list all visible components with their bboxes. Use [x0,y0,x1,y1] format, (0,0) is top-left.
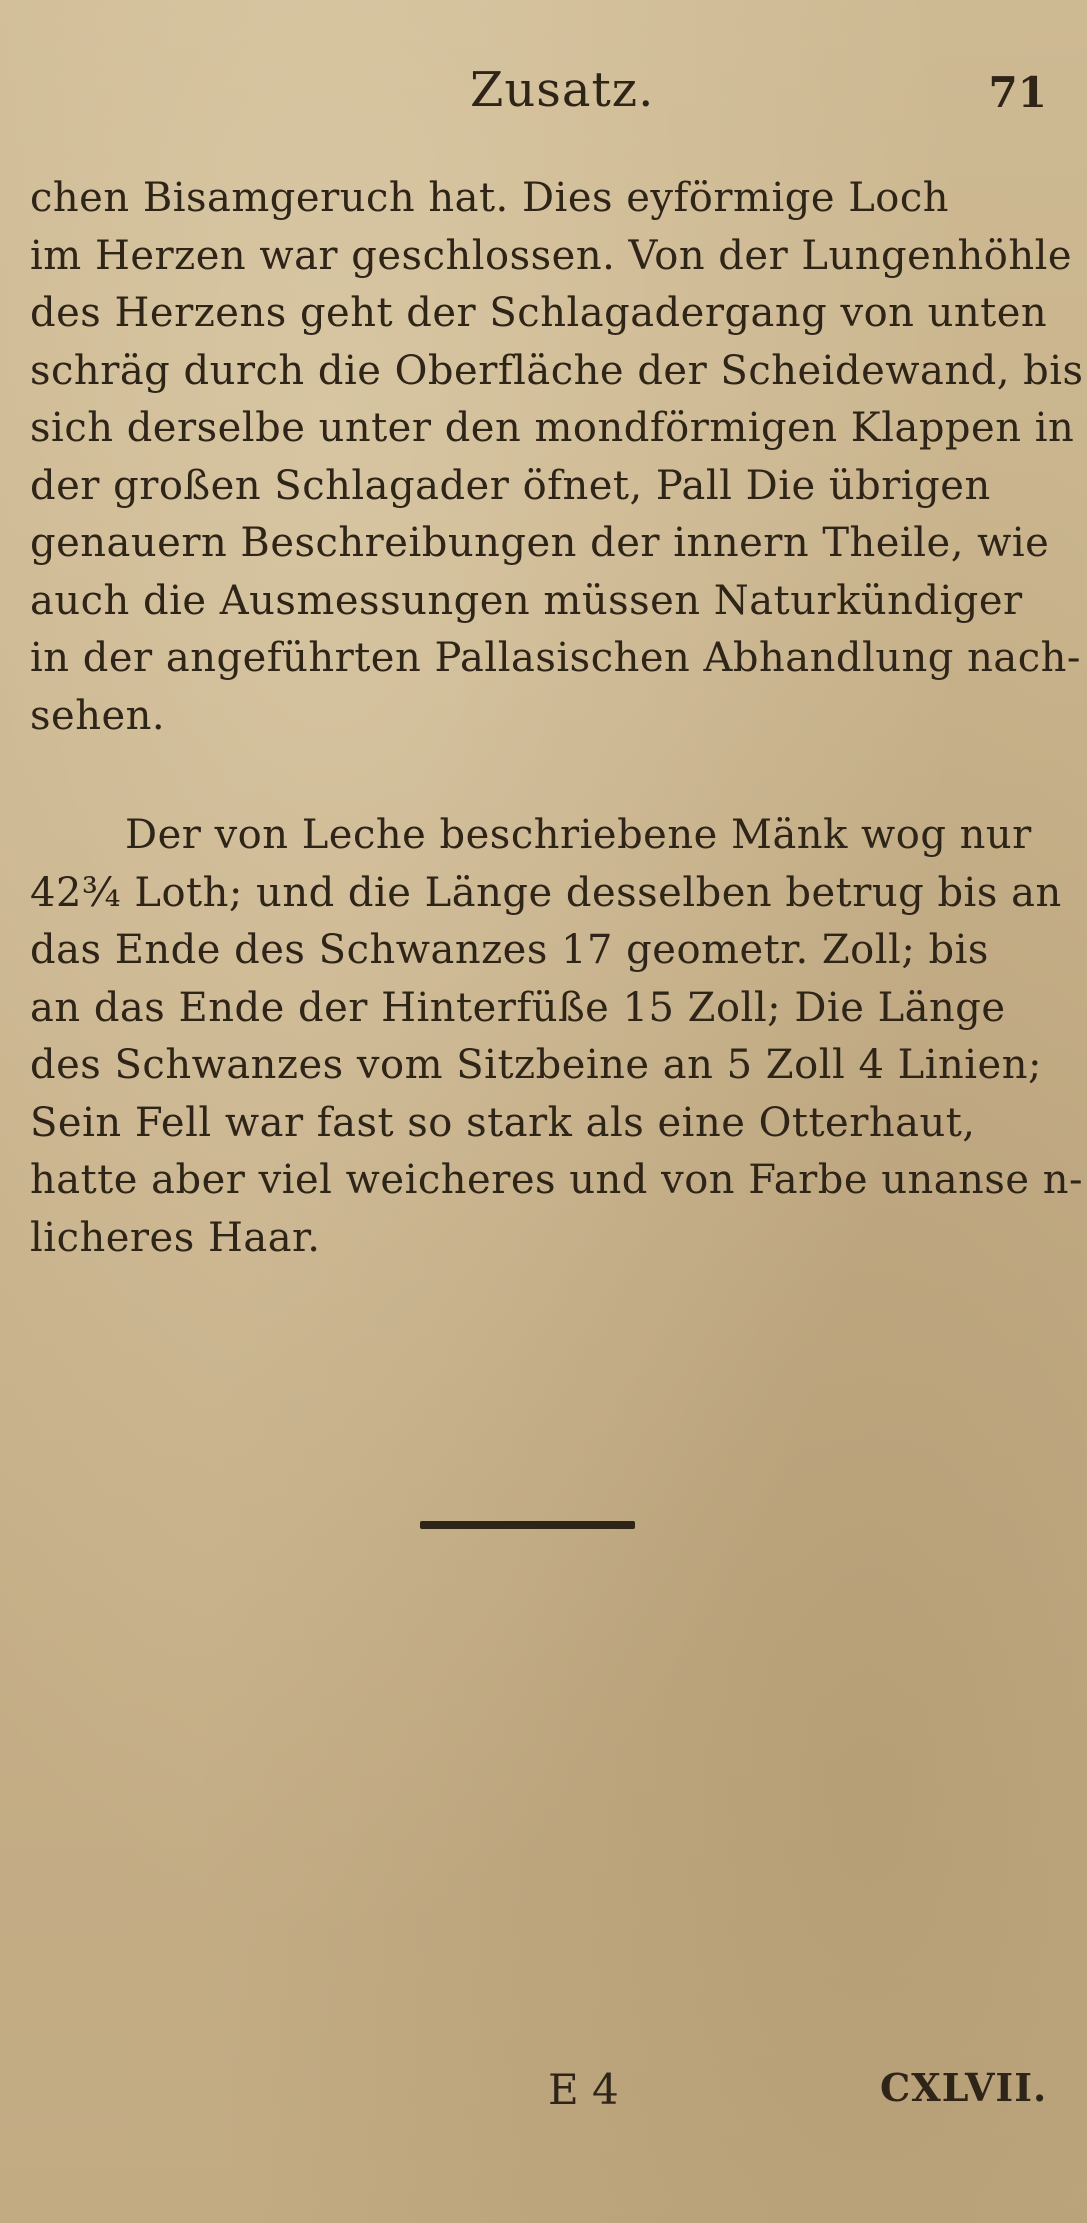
signature-mark: E 4 [548,2065,619,2114]
catchword: CXLVII. [880,2065,1048,2110]
paragraph-1 [30,170,1084,745]
paragraph-spacer [30,745,1060,807]
text-line: des Herzens geht der Schlagadergang von unten [30,290,1048,336]
text-line: hatte aber viel weicheres und von Farbe unanse n- [30,1157,1084,1203]
paragraph-2 [30,807,1084,1267]
text-line: des Schwanzes vom Sitzbeine an 5 Zoll 4 Linien; [30,1042,1042,1088]
text-line: Der von Leche beschriebene Mänk wog nur [125,812,1032,858]
text-line: sich derselbe unter den mondförmigen Klappen in [30,405,1075,451]
text-line: genauern Beschreibungen der innern Theile, wie [30,520,1050,566]
running-title: Zusatz. [470,62,655,118]
text-line: an das Ende der Hinterfüße 15 Zoll; Die Länge [30,984,1006,1031]
text-line: 42¾ Loth; und die Länge desselben betrug bis an [30,869,1062,916]
text-line: in der angeführten Pallasischen Abhandlung nach- [30,635,1081,681]
text-line: schräg durch die Oberfläche der Scheidewand, bis [30,347,1084,394]
body-text [30,170,1084,1267]
text-line: sehen. [30,692,166,739]
page-number: 71 [988,68,1047,117]
text-line: im Herzen war geschlossen. Von der Lungenhöhle [30,232,1073,279]
text-line: der großen Schlagader öfnet, Pall Die übrigen [30,462,991,509]
text-line: Sein Fell war fast so stark als eine Otterhaut, [30,1099,976,1146]
section-divider-rule [420,1521,635,1529]
text-line: auch die Ausmessungen müssen Naturkündiger [30,577,1023,624]
text-line: licheres Haar. [30,1214,321,1261]
text-line: das Ende des Schwanzes 17 geometr. Zoll; bis [30,927,989,973]
text-line: chen Bisamgeruch hat. Dies eyförmige Loch [30,175,950,221]
